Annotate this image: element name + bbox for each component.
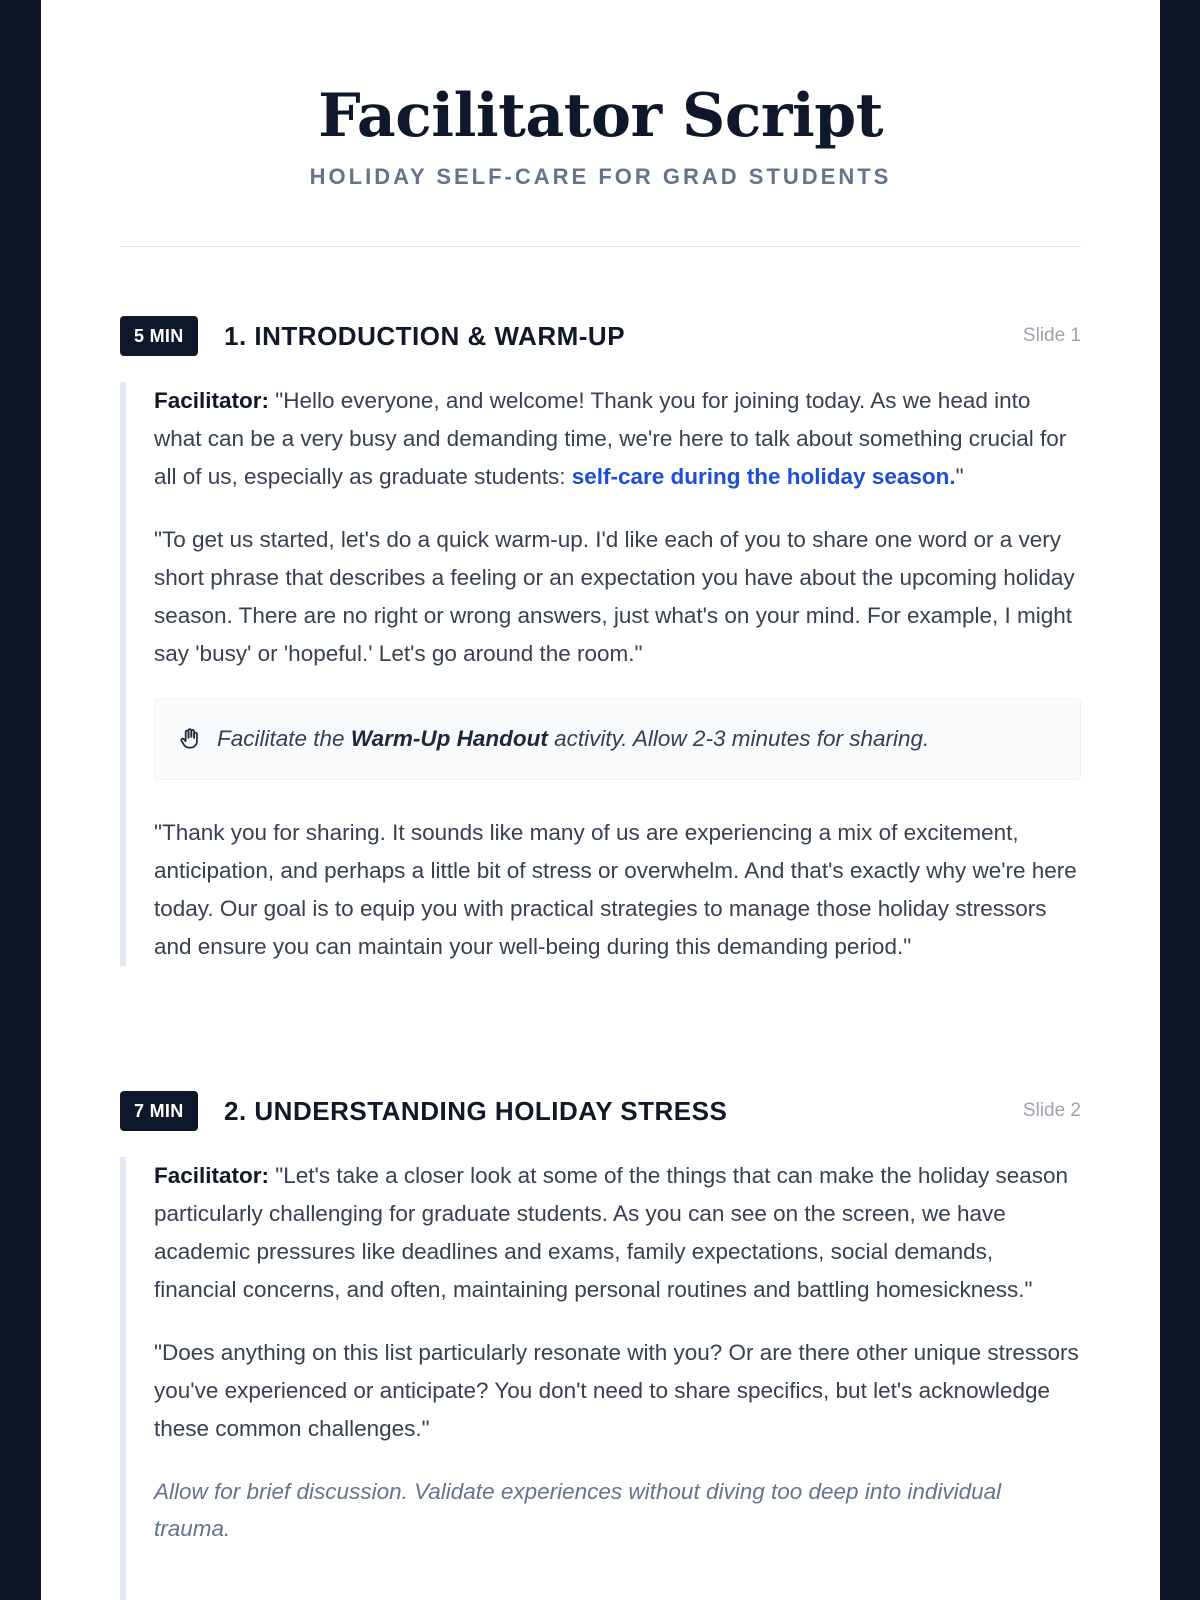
warm-up-paragraph: "To get us started, let's do a quick warm-up. I'd like each of you to share one word or a very short phrase that describes a feeling or an expectation you have about the upcoming holiday season. There are no right or wrong answers, just what's on your mind. For example, I might say 'busy' or 'hopeful.' Let's go around the room."	[154, 527, 1075, 666]
section-body-holiday-stress	[120, 1157, 1081, 1600]
activity-callout	[154, 698, 1081, 780]
time-badge: 5 MIN	[120, 316, 198, 356]
facilitator-paragraph	[154, 382, 1081, 496]
section-header-introduction	[120, 316, 1081, 356]
hand-icon	[177, 726, 203, 752]
section-body-introduction	[120, 382, 1081, 966]
document-title: Facilitator Script	[318, 81, 883, 151]
section-header-holiday-stress	[120, 1091, 1081, 1131]
handout-name: Warm-Up Handout	[350, 726, 548, 751]
section-title: 1. INTRODUCTION & WARM-UP	[224, 321, 626, 351]
paragraph-text: "Let's take a closer look at some of the things that can make the holiday season particularly challenging for graduate students. As you can see on the screen, we have academic pressures like deadlines and exams, family expectations, social demands, financial concerns, and often, maintaining personal routines and battling homesickness."	[154, 1163, 1069, 1302]
closing-paragraph: "Thank you for sharing. It sounds like many of us are experiencing a mix of excitement, anticipation, and perhaps a little bit of stress or overwhelm. And that's exactly why we're here today. Our goal is to equip you with practical strategies to manage those holiday stressors and ensure you can maintain your well-being during this demanding period."	[154, 820, 1077, 959]
facilitator-note: Allow for brief discussion. Validate experiences without diving too deep into individual trauma.	[154, 1479, 1002, 1541]
document-subtitle: HOLIDAY SELF-CARE FOR GRAD STUDENTS	[309, 164, 892, 189]
slide-reference: Slide 2	[1022, 1100, 1081, 1121]
paragraph-text-end: "	[955, 464, 964, 489]
document-page	[41, 0, 1160, 1600]
speaker-label: Facilitator:	[154, 1163, 270, 1188]
section-title: 2. UNDERSTANDING HOLIDAY STRESS	[224, 1096, 728, 1126]
speaker-label: Facilitator:	[154, 388, 270, 413]
time-badge: 7 MIN	[120, 1091, 198, 1131]
paragraph-text: "Hello everyone, and welcome! Thank you for joining today. As we head into what can be a very busy and demanding time, we're here to talk about something crucial for all of us, especially as graduate students:	[154, 388, 1067, 489]
header-divider	[120, 246, 1081, 247]
slide-reference: Slide 1	[1022, 325, 1081, 346]
activity-text	[217, 726, 929, 752]
activity-text-pre: Facilitate the	[217, 726, 351, 751]
highlight-text: self-care during the holiday season.	[571, 464, 956, 489]
discussion-paragraph: "Does anything on this list particularly resonate with you? Or are there other unique stressors you've experienced or anticipate? You don't need to share specifics, but let's acknowledge these common challenges."	[154, 1340, 1079, 1441]
activity-text-post: activity. Allow 2-3 minutes for sharing.	[547, 726, 930, 751]
facilitator-paragraph	[154, 1157, 1081, 1309]
